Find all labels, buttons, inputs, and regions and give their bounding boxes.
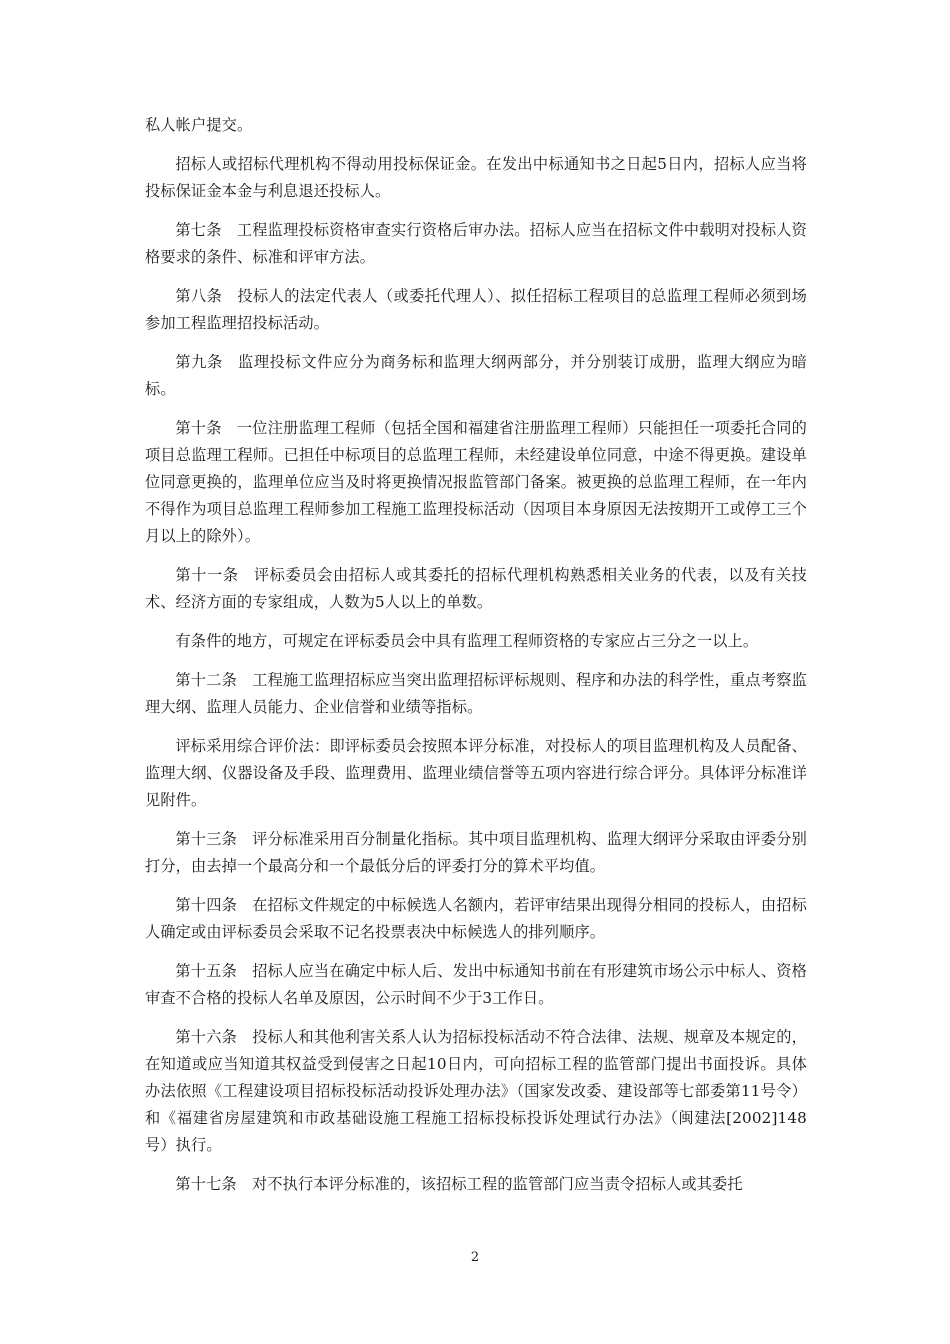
- page-number: 2: [470, 1250, 480, 1265]
- article-9: [145, 349, 807, 403]
- paragraph-text: 工程监理投标资格审查实行资格后审办法。招标人应当在招标文件中载明对投标人资格要求的条件、标准和评审方法。: [145, 221, 807, 266]
- article-16: [145, 1024, 807, 1159]
- paragraph-text: 评分标准采用百分制量化指标。其中项目监理机构、监理大纲评分采取由评委分别打分，由去掉一个最高分和一个最低分后的评委打分的算术平均值。: [145, 830, 807, 875]
- article-number: 第十六条: [175, 1028, 238, 1046]
- article-14: [145, 892, 807, 946]
- paragraph: [145, 628, 807, 655]
- article-10: [145, 415, 807, 550]
- paragraph-text: 私人帐户提交。: [145, 116, 253, 134]
- document-body: [145, 112, 807, 1210]
- paragraph-text: 投标人和其他利害关系人认为招标投标活动不符合法律、法规、规章及本规定的，在知道或应当知道其权益受到侵害之日起10日内，可向招标工程的监管部门提出书面投诉。具体办法依照《工程建设项目招标投标活动投诉处理办法》（国家发改委、建设部等七部委第11号令）和《福建省房屋建筑和市政基础设施工程施工招标投标投诉处理试行办法》（闽建法[2002]148号）执行。: [145, 1028, 807, 1154]
- paragraph-text: 招标人应当在确定中标人后、发出中标通知书前在有形建筑市场公示中标人、资格审查不合格的投标人名单及原因，公示时间不少于3工作日。: [145, 962, 807, 1007]
- paragraph: [145, 733, 807, 814]
- paragraph-text: 监理投标文件应分为商务标和监理大纲两部分，并分别装订成册，监理大纲应为暗标。: [145, 353, 808, 398]
- paragraph-text: 对不执行本评分标准的，该招标工程的监管部门应当责令招标人或其委托: [251, 1175, 743, 1193]
- article-number: 第八条: [175, 287, 223, 305]
- article-number: 第十条: [175, 419, 222, 437]
- article-17: [145, 1171, 807, 1198]
- paragraph: [145, 151, 807, 205]
- article-number: 第七条: [175, 221, 222, 239]
- article-number: 第十四条: [175, 896, 238, 914]
- paragraph-text: 评标委员会由招标人或其委托的招标代理机构熟悉相关业务的代表，以及有关技术、经济方面的专家组成，人数为5人以上的单数。: [145, 566, 808, 611]
- paragraph-text: 招标人或招标代理机构不得动用投标保证金。在发出中标通知书之日起5日内，招标人应当将投标保证金本金与利息退还投标人。: [145, 155, 807, 200]
- paragraph-text: 有条件的地方，可规定在评标委员会中具有监理工程师资格的专家应占三分之一以上。: [175, 632, 759, 650]
- paragraph-text: 工程施工监理招标应当突出监理招标评标规则、程序和办法的科学性，重点考察监理大纲、监理人员能力、企业信誉和业绩等指标。: [145, 671, 807, 716]
- article-number: 第十三条: [175, 830, 238, 848]
- paragraph-text: 评标采用综合评价法：即评标委员会按照本评分标准，对投标人的项目监理机构及人员配备、监理大纲、仪器设备及手段、监理费用、监理业绩信誉等五项内容进行综合评分。具体评分标准详见附件。: [145, 737, 807, 809]
- article-11: [145, 562, 807, 616]
- article-12: [145, 667, 807, 721]
- paragraph-text: 投标人的法定代表人（或委托代理人）、拟任招标工程项目的总监理工程师必须到场参加工程监理招投标活动。: [145, 287, 808, 332]
- paragraph-text: 在招标文件规定的中标候选人名额内，若评审结果出现得分相同的投标人，由招标人确定或由评标委员会采取不记名投票表决中标候选人的排列顺序。: [145, 896, 807, 941]
- article-7: [145, 217, 807, 271]
- article-number: 第十五条: [175, 962, 238, 980]
- article-number: 第十一条: [175, 566, 239, 584]
- article-number: 第九条: [175, 353, 223, 371]
- article-8: [145, 283, 807, 337]
- article-15: [145, 958, 807, 1012]
- paragraph-text: 一位注册监理工程师（包括全国和福建省注册监理工程师）只能担任一项委托合同的项目总监理工程师。已担任中标项目的总监理工程师，未经建设单位同意，中途不得更换。建设单位同意更换的，监理单位应当及时将更换情况报监管部门备案。被更换的总监理工程师，在一年内不得作为项目总监理工程师参加工程施工监理投标活动（因项目本身原因无法按期开工或停工三个月以上的除外）。: [145, 419, 807, 545]
- article-13: [145, 826, 807, 880]
- paragraph: [145, 112, 807, 139]
- article-number: 第十七条: [175, 1175, 237, 1193]
- article-number: 第十二条: [175, 671, 238, 689]
